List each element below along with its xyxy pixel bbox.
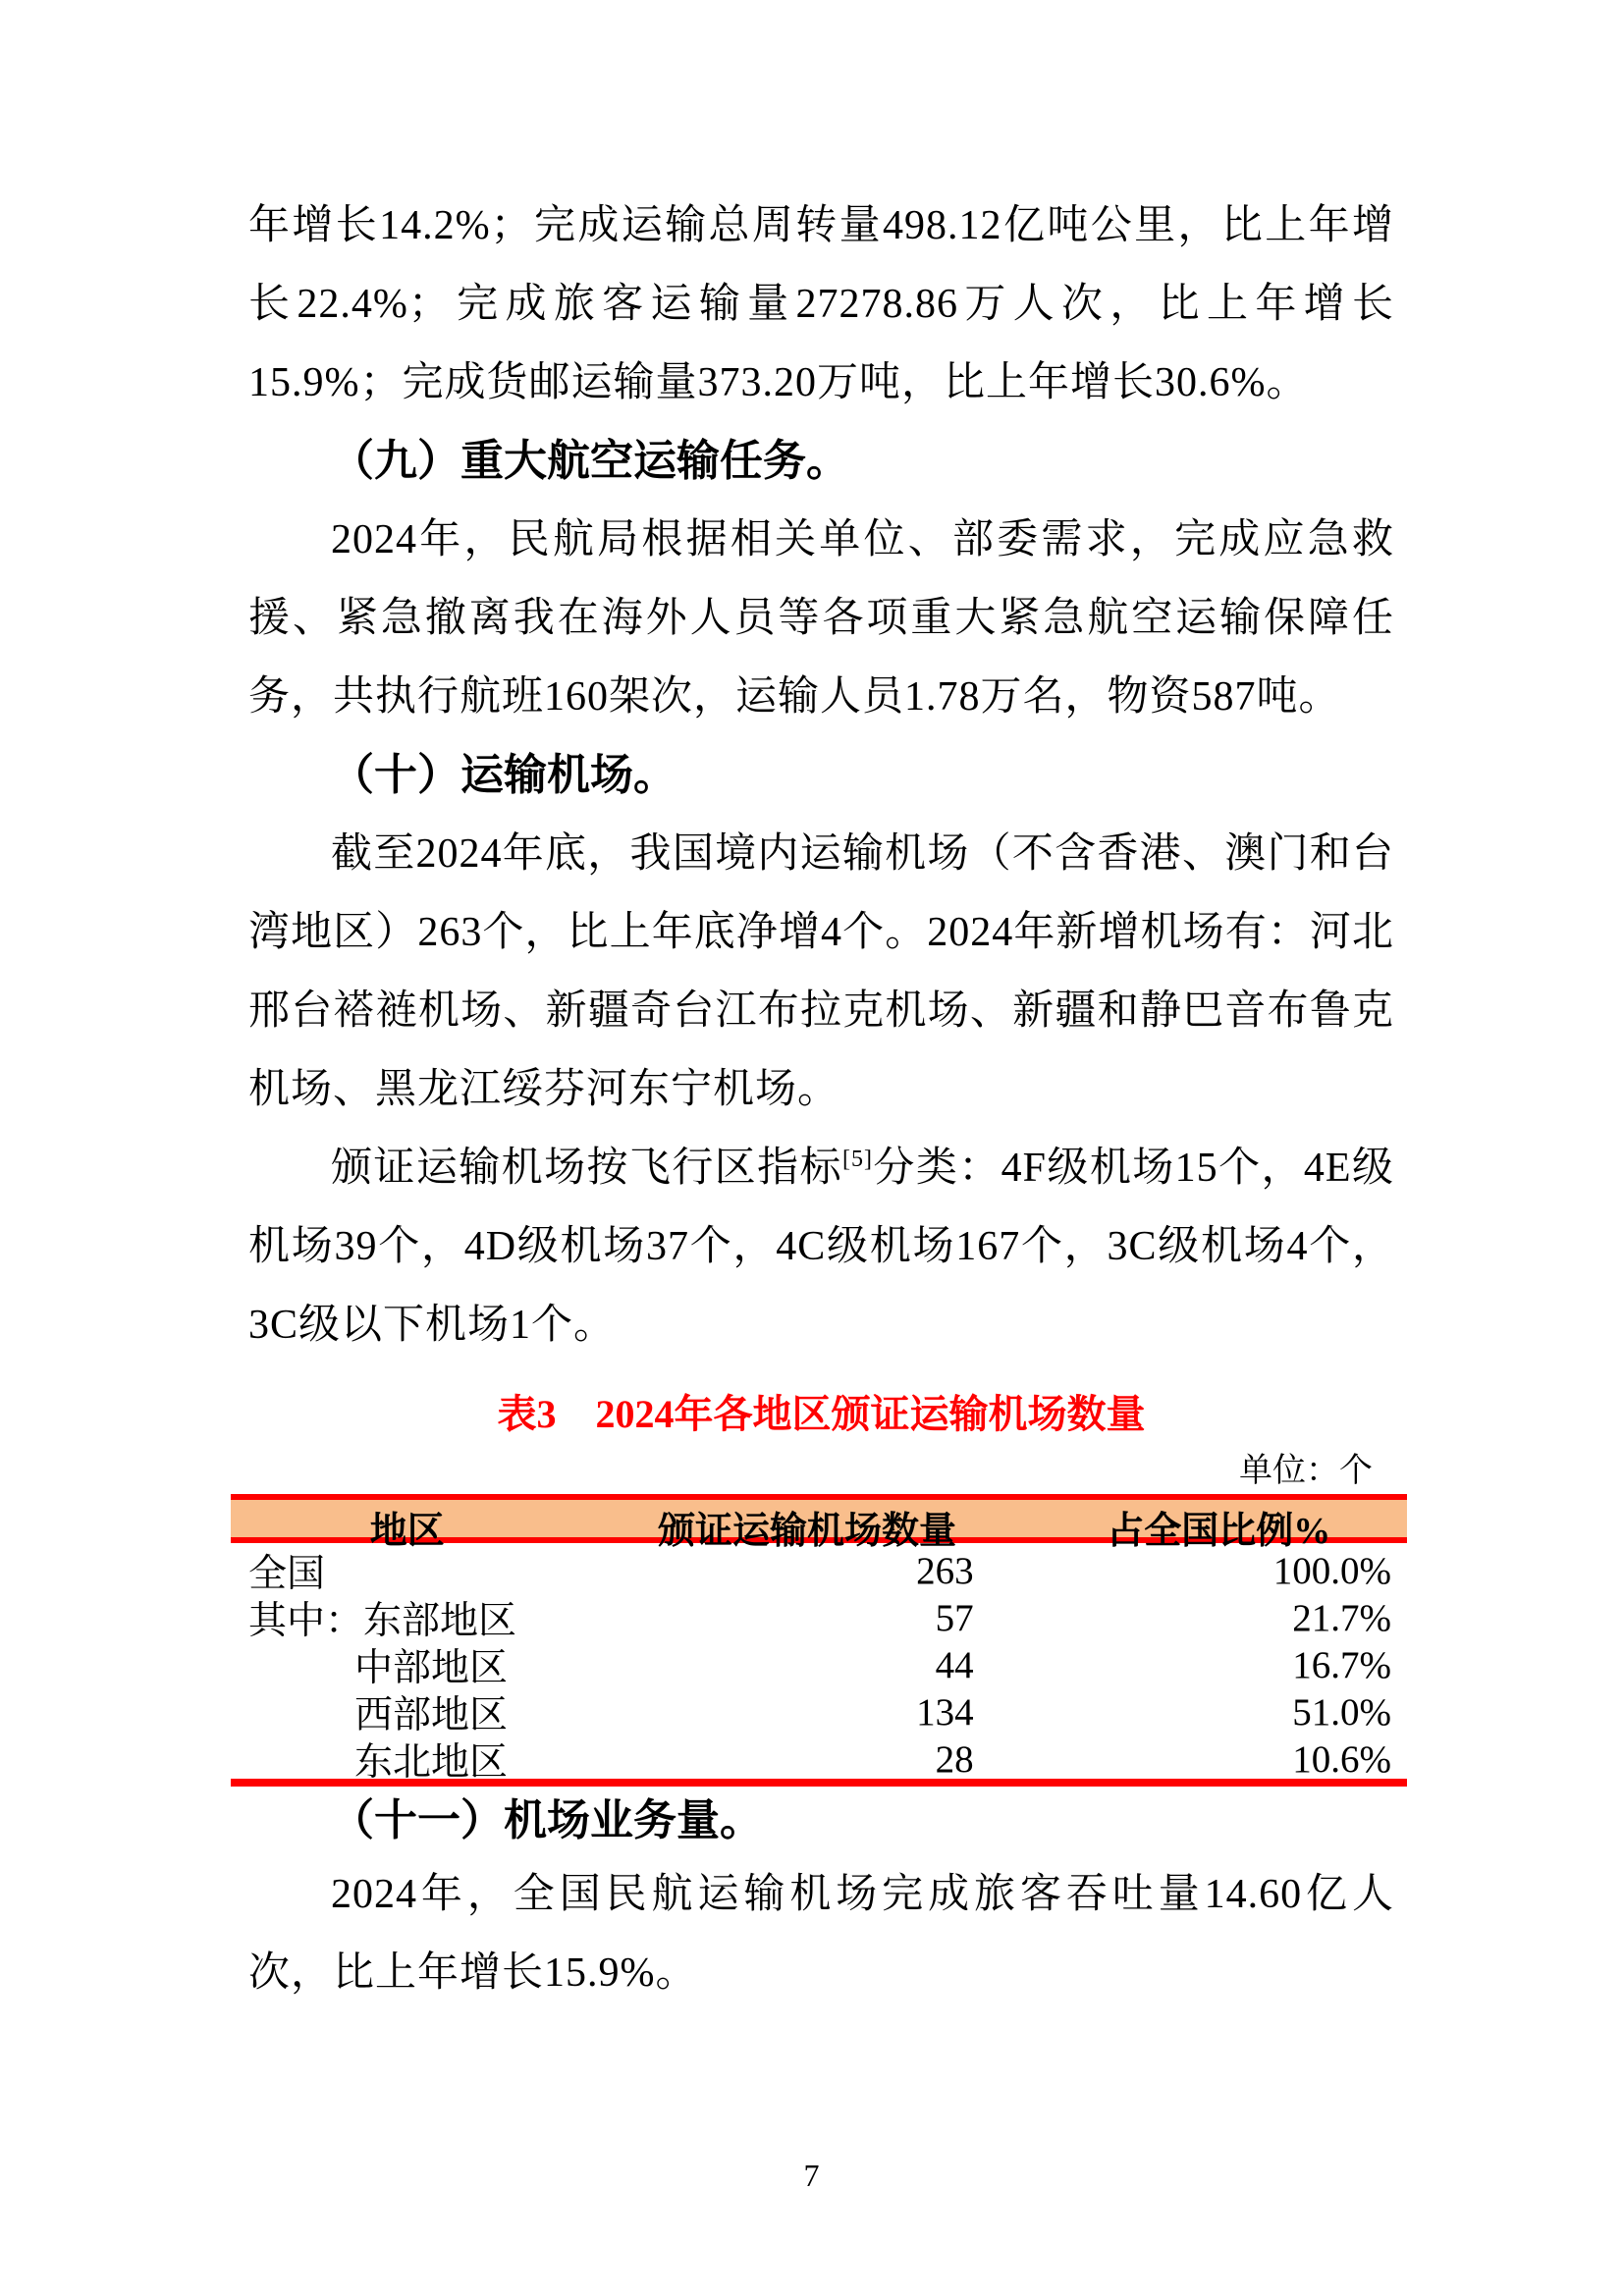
share-cell: 21.7%: [1292, 1596, 1391, 1639]
section-10-paragraph-airports: 截至2024年底，我国境内运输机场（不含香港、澳门和台湾地区）263个，比上年底净增4个。2024年新增机场有：河北邢台褡裢机场、新疆奇台江布拉克机场、新疆和静巴音布鲁克机场、黑龙江绥芬河东宁机场。: [248, 831, 1394, 1112]
table-row-eastern: [231, 1590, 1407, 1642]
count-cell: 44: [935, 1643, 974, 1686]
page-number: 7: [803, 2158, 820, 2193]
share-cell: 10.6%: [1292, 1737, 1391, 1781]
section-10-heading: （十）运输机场。: [331, 751, 676, 799]
section-9-heading: （九）重大航空运输任务。: [331, 437, 849, 485]
region-cell: 全国: [248, 1553, 326, 1595]
carryover-paragraph: 年增长14.2%；完成运输总周转量498.12亿吨公里，比上年增长22.4%；完成旅客运输量27278.86万人次，比上年增长15.9%；完成货邮运输量373.20万吨，比上年增长30.6%。: [248, 203, 1394, 405]
region-cell: 西部地区: [354, 1694, 509, 1736]
table-3-title: 表3 2024年各地区颁证运输机场数量: [497, 1392, 1146, 1436]
share-cell: 51.0%: [1292, 1690, 1391, 1734]
share-cell: 100.0%: [1272, 1549, 1391, 1592]
count-cell: 57: [935, 1596, 974, 1639]
table-3-header-count: 颁证运输机场数量: [658, 1511, 957, 1552]
table-3-unit-label: 单位：个: [1239, 1453, 1373, 1489]
table-row-central: [231, 1637, 1407, 1689]
share-cell: 16.7%: [1292, 1643, 1391, 1686]
region-cell: 东北地区: [354, 1741, 509, 1784]
section-11-heading: （十一）机场业务量。: [331, 1796, 763, 1844]
count-cell: 28: [935, 1737, 974, 1781]
region-cell: 其中：东部地区: [248, 1600, 517, 1642]
footnote-5-marker: [5]: [842, 1147, 873, 1172]
table-3: [231, 1494, 1407, 1787]
table-3-header-row: [231, 1500, 1407, 1552]
classification-text-pre: 颁证运输机场按飞行区指标: [331, 1146, 842, 1191]
section-10-paragraph-classification: [248, 1129, 1394, 1364]
classification-text-post: 分类：4F级机场15个，4E级机场39个，4D级机场37个，4C级机场167个，3C级机场4个，3C级以下机场1个。: [248, 1146, 1394, 1348]
table-row-northeastern: [231, 1732, 1407, 1784]
table-row-western: [231, 1684, 1407, 1736]
table-3-header-share: 占全国比例%: [1107, 1511, 1331, 1552]
table-row-national: [231, 1543, 1407, 1595]
section-11-paragraph: 2024年，全国民航运输机场完成旅客吞吐量14.60亿人次，比上年增长15.9%。: [248, 1872, 1394, 1996]
page-content: [248, 187, 1394, 2012]
region-cell: 中部地区: [354, 1647, 509, 1689]
table-3-header-region: 地区: [369, 1511, 445, 1552]
section-9-paragraph: 2024年，民航局根据相关单位、部委需求，完成应急救援、紧急撤离我在海外人员等各项重大紧急航空运输保障任务，共执行航班160架次，运输人员1.78万名，物资587吨。: [248, 517, 1394, 720]
count-cell: 263: [916, 1549, 974, 1592]
count-cell: 134: [916, 1690, 974, 1734]
